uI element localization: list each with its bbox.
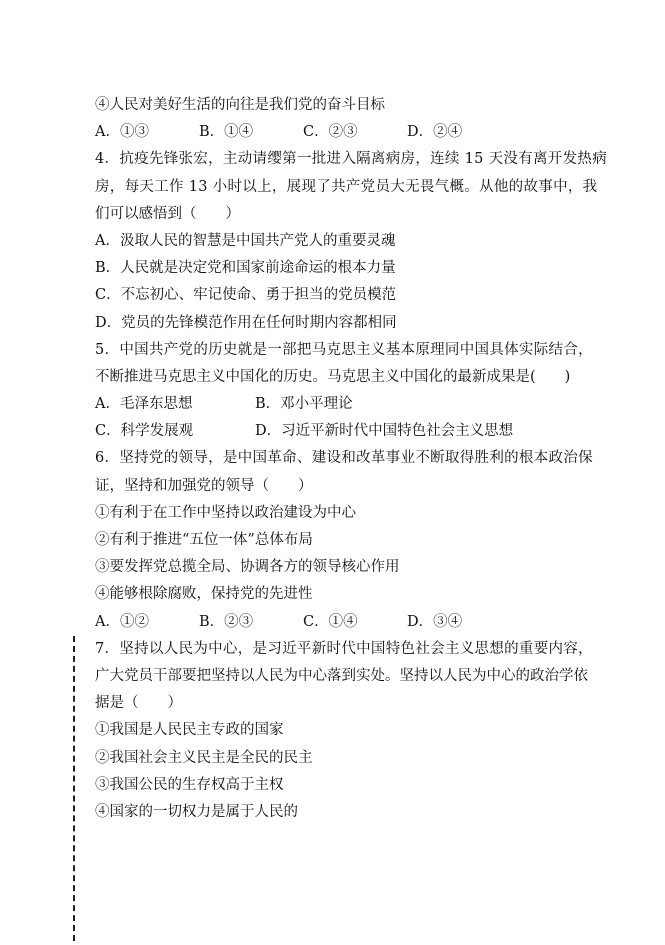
q4-option-b: B．人民就是决定党和国家前途命运的根本力量 — [95, 260, 396, 277]
q7-stem-line-3: 据是（ ） — [95, 695, 182, 712]
q3-options — [95, 119, 575, 146]
q6-option-b: B．②③ — [199, 613, 254, 630]
q4-option-c: C．不忘初心、牢记使命、勇于担当的党员模范 — [95, 287, 397, 304]
q6-option-c: C．①④ — [303, 613, 358, 630]
q7-statement-2: ②我国社会主义民主是全民的民主 — [95, 749, 313, 766]
q5-options-row-1 — [95, 391, 575, 418]
q3-option-b: B．①④ — [199, 124, 254, 141]
q3-option-a: A．①③ — [95, 124, 149, 141]
question-content — [95, 92, 607, 826]
q6-statement-1: ①有利于在工作中坚持以政治建设为中心 — [95, 504, 356, 521]
q5-options-row-2 — [95, 418, 575, 445]
binding-dashed-line — [73, 636, 75, 941]
q7-statement-1: ①我国是人民民主专政的国家 — [95, 722, 284, 739]
q5-option-d: D．习近平新时代中国特色社会主义思想 — [255, 423, 514, 440]
q4-stem-line-2: 房，每天工作 13 小时以上，展现了共产党员大无畏气概。从他的故事中，我 — [95, 178, 598, 195]
q7-statement-3: ③我国公民的生存权高于主权 — [95, 776, 284, 793]
q3-option-c: C．②③ — [303, 124, 358, 141]
q6-statement-2: ②有利于推进“五位一体”总体布局 — [95, 532, 313, 548]
q6-stem-line-2: 证，坚持和加强党的领导（ ） — [95, 477, 313, 494]
q7-statement-4: ④国家的一切权力是属于人民的 — [95, 803, 298, 820]
q4-option-d: D．党员的先锋模范作用在任何时期内容都相同 — [95, 314, 397, 331]
q6-stem-line-1: 6．坚持党的领导，是中国革命、建设和改革事业不断取得胜利的根本政治保 — [95, 450, 593, 467]
q6-options — [95, 609, 575, 636]
q6-statement-3: ③要发挥党总揽全局、协调各方的领导核心作用 — [95, 559, 400, 576]
q5-option-a: A．毛泽东思想 — [95, 396, 193, 413]
q4-option-a: A．汲取人民的智慧是中国共产党人的重要灵魂 — [95, 232, 396, 249]
q7-stem-line-2: 广大党员干部要把坚持以人民为中心落到实处。坚持以人民为中心的政治学依 — [95, 667, 588, 684]
q7-stem-line-1: 7．坚持以人民为中心，是习近平新时代中国特色社会主义思想的重要内容， — [95, 640, 593, 657]
q6-option-d: D．③④ — [407, 613, 463, 630]
q4-stem-line-3: 们可以感悟到（ ） — [95, 205, 240, 222]
q5-option-b: B．邓小平理论 — [255, 396, 353, 413]
q6-statement-4: ④能够根除腐败，保持党的先进性 — [95, 586, 313, 603]
q5-option-c: C．科学发展观 — [95, 423, 194, 440]
q6-option-a: A．①② — [95, 613, 149, 630]
q4-stem-line-1: 4．抗疫先锋张宏，主动请缨第一批进入隔离病房，连续 15 天没有离开发热病 — [95, 151, 607, 168]
q5-stem-line-1: 5．中国共产党的历史就是一部把马克思主义基本原理同中国具体实际结合， — [95, 341, 593, 358]
q5-stem-line-2: 不断推进马克思主义中国化的历史。马克思主义中国化的最新成果是( ) — [95, 368, 571, 385]
q3-statement-4: ④人民对美好生活的向往是我们党的奋斗目标 — [95, 97, 385, 113]
q3-option-d: D．②④ — [407, 124, 463, 141]
